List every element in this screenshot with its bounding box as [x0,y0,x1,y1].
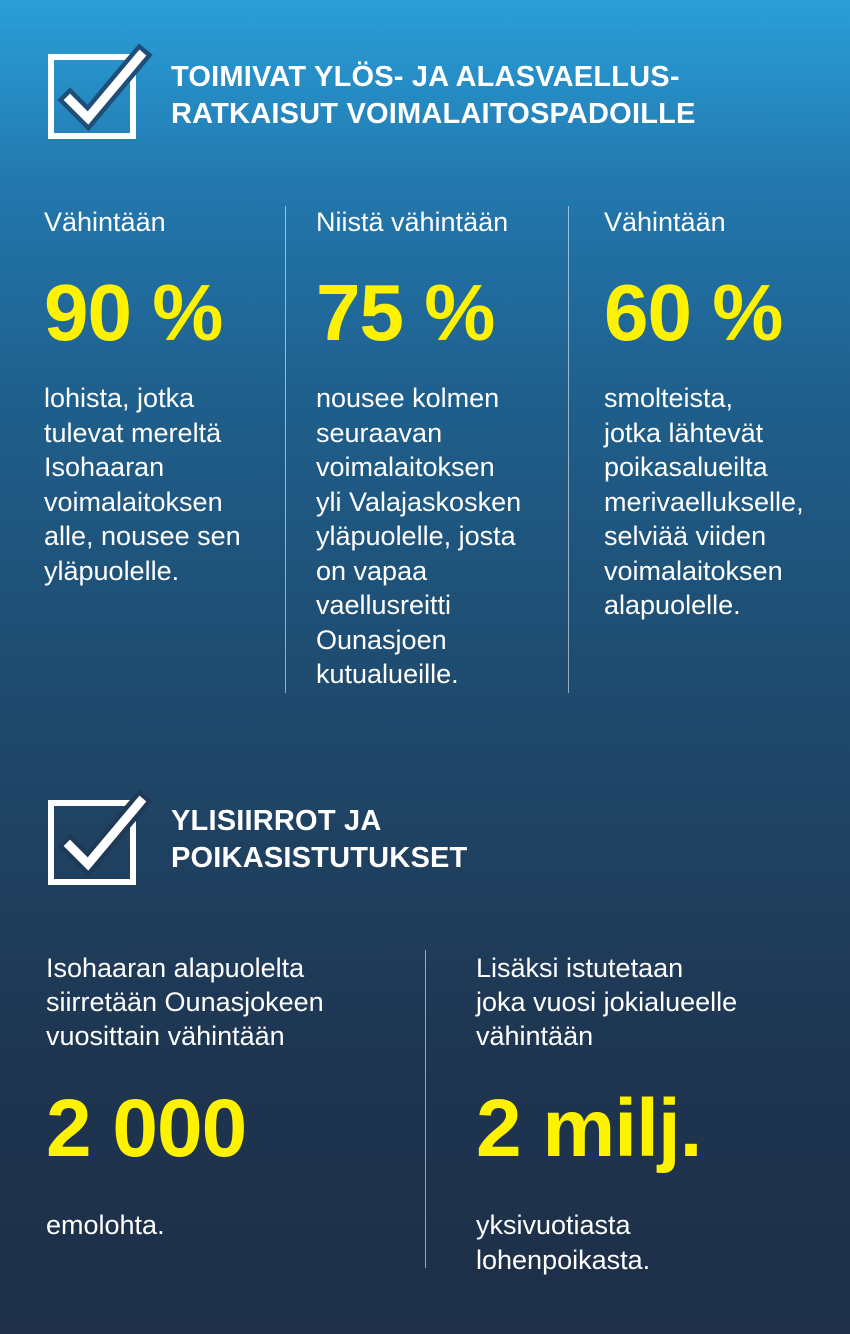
text-line: tulevat mereltä [44,417,222,448]
text-line: vähintään [476,1021,594,1051]
text-line: Isohaaran alapuolelta [46,953,305,983]
text-line: vaellusreitti [316,590,452,620]
text-line: alle, nousee sen [44,521,241,551]
checkbox-checked-icon [48,800,136,885]
text-line: seuraavan [316,417,443,448]
stat-column-3 [604,205,804,623]
text-line: smolteista, [604,383,734,413]
section1-title-line: RATKAISUT VOIMALAITOSPADOILLE [171,98,696,130]
stat-description [604,381,804,623]
text-line: yli Valajaskosken [316,486,522,517]
text-line: voimalaitoksen [604,555,783,586]
text-line: merivaellukselle, [604,486,804,517]
text-line: Isohaaran [44,452,165,482]
stat-value: 2 milj. [476,1083,702,1174]
stat-value: 90 % [44,268,223,357]
text-line: nousee kolmen [316,383,500,413]
checkbox-checked-icon [48,54,136,139]
column-divider [568,206,569,693]
section2-title [171,803,467,877]
stat-lead [46,951,324,1053]
text-line: vuosittain vähintään [46,1021,285,1051]
text-line: selviää viiden [604,521,767,551]
text-line: alapuolelle. [604,590,741,620]
column-divider [425,950,426,1268]
text-line: lohenpoikasta. [476,1244,651,1275]
text-line: yksivuotiasta [476,1210,631,1240]
text-line: kutualueille. [316,659,459,689]
text-line: poikasalueilta [604,452,768,482]
stat-description [44,381,241,588]
text-line: on vapaa [316,555,428,586]
stat-value: 60 % [604,268,783,357]
stat-column-1 [44,205,241,588]
text-line: lohista, jotka [44,383,195,413]
section2-title-line: POIKASISTUTUKSET [171,842,468,874]
section2-title-line: YLISIIRROT JA [171,805,382,837]
text-line: voimalaitoksen [44,486,223,517]
stat-description [316,381,521,692]
stat-lead [476,951,737,1053]
section1-title [171,59,696,133]
text-line: yläpuolelle, josta [316,521,516,551]
text-line: joka vuosi jokialueelle [476,987,738,1017]
stat-lead: Niistä vähintään [316,207,509,237]
stat-lead: Vähintään [44,207,166,237]
text-line: siirretään Ounasjokeen [46,987,324,1017]
text-line: Lisäksi istutetaan [476,953,684,983]
text-line: emolohta. [46,1210,165,1240]
stat-value: 2 000 [46,1083,247,1174]
stat-description [476,1208,737,1277]
stat-value: 75 % [316,268,495,357]
stat-column-2 [316,205,521,692]
text-line: yläpuolelle. [44,555,180,586]
stat-lead: Vähintään [604,207,726,237]
text-line: jotka lähtevät [604,417,764,448]
text-line: Ounasjoen [316,624,447,655]
text-line: voimalaitoksen [316,452,495,482]
stat-column-stocking [476,951,737,1277]
column-divider [285,206,286,693]
stat-description [46,1208,324,1243]
section1-title-line: TOIMIVAT YLÖS- JA ALASVAELLUS- [171,61,680,93]
stat-column-transfer [46,951,324,1243]
